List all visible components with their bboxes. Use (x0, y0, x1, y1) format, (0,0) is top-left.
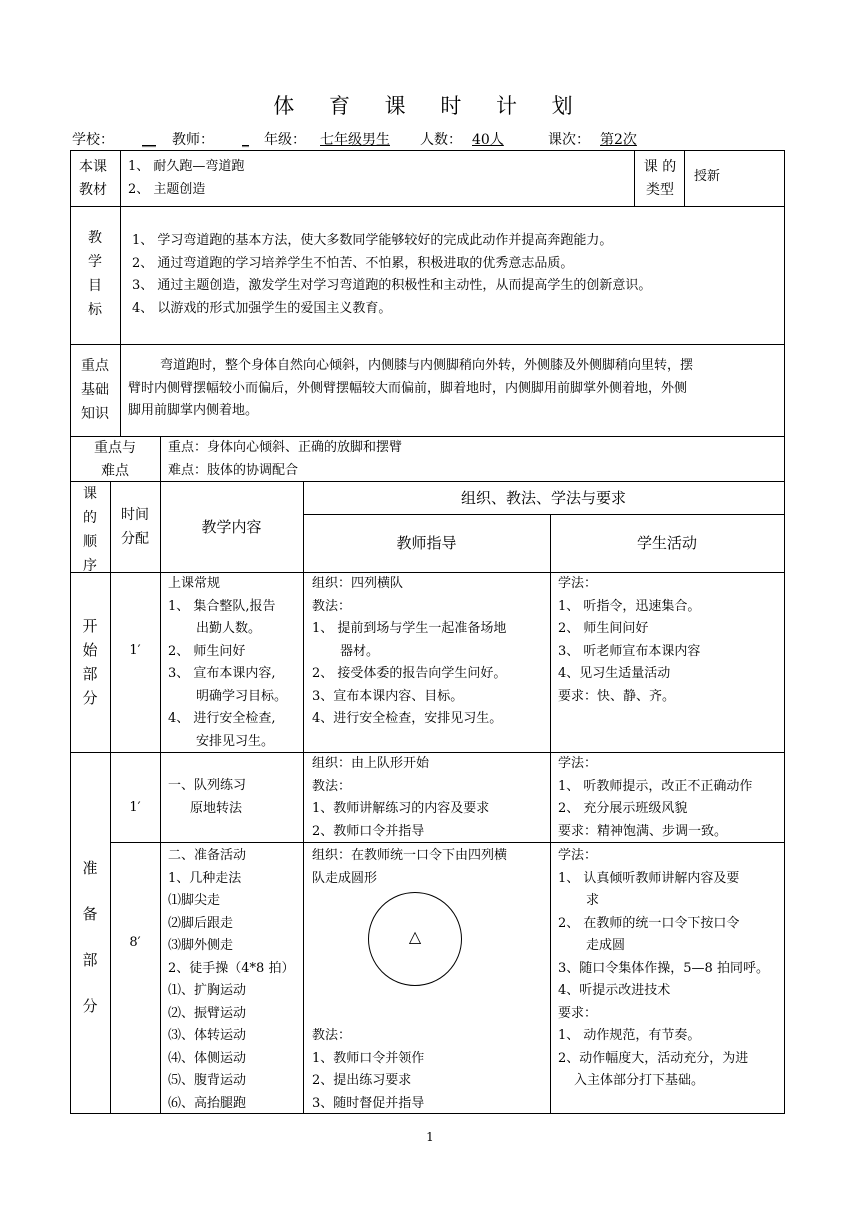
prep-part1-time: 1′ (129, 800, 141, 815)
prep-part2-student: 学法： 1、 认真倾听教师讲解内容及要 求 2、 在教师的统一口令下按口令 走成圆 3、随口令集体作操，5—8 拍同呼。 4、听提示改进技术 要求： 1、 动作规范，有节奏。 2、动作幅度大，活动充分，为进 入主体部分打下基础。 (558, 848, 769, 1088)
keypoints-text (168, 437, 402, 482)
knowledge-label: 重点 基础 知识 (81, 358, 109, 422)
start-time: 1′ (129, 643, 141, 658)
content-header: 教学内容 (201, 518, 262, 536)
count-value: 40人 (472, 132, 504, 148)
lesson-type-label: 课 的 类型 (643, 159, 677, 198)
prep-part1-content: 一、队列练习 原地转法 (168, 778, 247, 816)
school-value: __ (142, 132, 156, 148)
goals-label: 教 学 目 标 (88, 230, 102, 318)
student-header: 学生活动 (636, 534, 697, 552)
prep-part1-teacher: 组织：由上队形开始 教法： 1、教师讲解练习的内容及要求 2、教师口令并指导 (312, 756, 490, 839)
difficult-point: 难点：肢体的协调配合 (168, 462, 299, 478)
material-label: 本课 教材 (79, 159, 107, 198)
lesson-label: 课次： (548, 132, 590, 148)
material-item: 1、 耐久跑—弯道跑 (128, 159, 245, 174)
goal-item: 3、 通过主题创造，激发学生对学习弯道跑的积极性和主动性，从而提高学生的创新意识。 (132, 278, 652, 293)
teacher-position-icon: △ (408, 927, 422, 946)
goal-item: 2、 通过弯道跑的学习培养学生不怕苦、不怕累，积极进取的优秀意志品质。 (132, 255, 574, 271)
teacher-value: _ (242, 132, 249, 148)
prep-section-label: 准 备 部 分 (82, 859, 98, 1015)
teacher-label: 教师： (172, 132, 214, 148)
prep-part2-time: 8′ (129, 935, 141, 950)
prep-part2-teacher-org: 组织：在教师统一口令下由四列横 队走成圆形 (312, 848, 508, 886)
page-number: 1 (426, 1130, 434, 1144)
material-items (128, 156, 244, 201)
school-label: 学校： (72, 132, 114, 148)
lesson-type-value: 授新 (694, 169, 721, 184)
page-title: 体 育 课 时 计 划 (273, 94, 587, 118)
knowledge-text: 弯道跑时，整个身体自然向心倾斜，内侧膝与内侧脚稍向外转，外侧膝及外侧脚稍向里转，摆 臂时内侧臂摆幅较小而偏后，外侧臂摆幅较大而偏前，脚着地时，内侧脚用前脚掌外侧着地，外侧 脚用前脚掌内侧着地。 (128, 358, 694, 418)
start-content: 上课常规 1、 集合整队,报告 出勤人数。 2、 师生问好 3、 宣布本课内容, 明确学习目标。 4、 进行安全检查, 安排见习生。 (168, 576, 288, 749)
start-teacher: 组织：四列横队 教法： 1、 提前到场与学生一起准备场地 器材。 2、 接受体委的报告向学生问好。 3、宣布本课内容、目标。 4、进行安全检查，安排见习生。 (312, 576, 507, 726)
key-point: 重点：身体向心倾斜、正确的放脚和摆臂 (168, 440, 403, 455)
lesson-value: 第2次 (600, 132, 637, 148)
grade-value: 七年级男生 (320, 132, 390, 148)
grade-label: 年级： (264, 132, 306, 148)
goals-list (132, 230, 651, 320)
prep-part2-teacher-method: 教法： 1、教师口令并领作 2、提出练习要求 3、随时督促并指导 (312, 1028, 425, 1111)
goal-item: 4、 以游戏的形式加强学生的爱国主义教育。 (132, 300, 392, 316)
teacher-header: 教师指导 (396, 534, 457, 552)
count-label: 人数： (420, 132, 462, 148)
org-header: 组织、教法、学法与要求 (460, 489, 626, 507)
lesson-header (72, 130, 792, 150)
order-header: 课 的 顺 序 (83, 486, 97, 574)
material-item: 2、 主题创造 (128, 181, 206, 197)
prep-part2-content: 二、准备活动 1、几种走法 ⑴脚尖走 ⑵脚后跟走 ⑶脚外侧走 2、徒手操（4*8 拍） ⑴、扩胸运动 ⑵、振臂运动 ⑶、体转运动 ⑷、体侧运动 ⑸、腹背运动 ⑹、高抬腿跑 (168, 848, 295, 1111)
time-header: 时间 分配 (121, 507, 149, 547)
start-student: 学法： 1、 听指令，迅速集合。 2、 师生间问好 3、 听老师宣布本课内容 4、见习生适量活动 要求：快、静、齐。 (558, 576, 701, 704)
prep-part1-student: 学法： 1、 听教师提示，改正不正确动作 2、 充分展示班级风貌 要求：精神饱满、步调一致。 (558, 756, 753, 839)
keypoints-label: 重点与 难点 (94, 440, 136, 479)
goal-item: 1、 学习弯道跑的基本方法，使大多数同学能够较好的完成此动作并提高奔跑能力。 (132, 233, 613, 248)
start-section-label: 开 始 部 分 (82, 617, 98, 707)
